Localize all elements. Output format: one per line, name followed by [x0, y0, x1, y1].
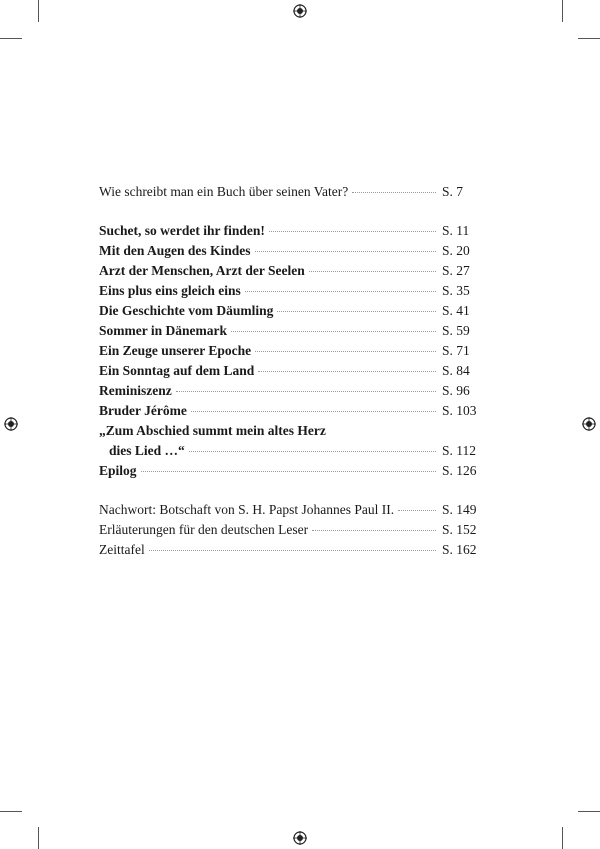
- toc-entry-page: S. 96: [442, 383, 470, 398]
- toc-entry: [99, 540, 475, 560]
- crop-mark: [578, 38, 600, 39]
- toc-entry-page: S. 71: [442, 343, 470, 358]
- crop-mark: [562, 827, 563, 849]
- toc-entry-page: S. 103: [442, 403, 477, 418]
- registration-mark-icon: [293, 831, 307, 845]
- dot-leader: [258, 370, 436, 372]
- dot-leader: [255, 250, 436, 252]
- dot-leader: [309, 270, 436, 272]
- toc-entry-title: Mit den Augen des Kindes: [99, 243, 251, 258]
- toc-entry-page: S. 149: [442, 502, 477, 517]
- crop-mark: [578, 811, 600, 812]
- crop-mark: [38, 0, 39, 22]
- toc-entry-page: S. 41: [442, 303, 470, 318]
- toc-entry: [99, 441, 475, 461]
- dot-leader: [398, 509, 436, 511]
- toc-entry: [99, 520, 475, 540]
- toc-entry-title: Ein Zeuge unserer Epoche: [99, 343, 252, 358]
- dot-leader: [191, 410, 436, 412]
- dot-leader: [189, 450, 436, 452]
- toc-entry-title: Ein Sonntag auf dem Land: [99, 363, 255, 378]
- toc-entry-title: Bruder Jérôme: [99, 403, 187, 418]
- toc-entry-page: S. 84: [442, 363, 470, 378]
- dot-leader: [231, 330, 436, 332]
- toc-entry-intro: [99, 182, 475, 202]
- dot-leader: [277, 310, 436, 312]
- toc-entry: [99, 500, 475, 520]
- toc-entry-title: Suchet, so werdet ihr finden!: [99, 223, 265, 238]
- dot-leader: [269, 230, 436, 232]
- toc-entry-page: S. 59: [442, 323, 470, 338]
- toc-entry-title: Arzt der Menschen, Arzt der Seelen: [99, 263, 305, 278]
- toc-entry: [99, 301, 475, 321]
- dot-leader: [149, 549, 436, 551]
- toc-entry-page: S. 27: [442, 263, 470, 278]
- crop-mark: [0, 811, 22, 812]
- toc-entry: [99, 341, 475, 361]
- table-of-contents: [99, 182, 475, 560]
- toc-entry-title: Wie schreibt man ein Buch über seinen Vater?: [99, 184, 349, 199]
- toc-entry-title: Zeittafel: [99, 542, 145, 557]
- dot-leader: [255, 350, 436, 352]
- crop-mark: [562, 0, 563, 22]
- toc-entry: [99, 261, 475, 281]
- dot-leader: [312, 529, 436, 531]
- dot-leader: [141, 470, 436, 472]
- toc-entry-page: S. 126: [442, 463, 477, 478]
- toc-entry-first-line: [99, 421, 475, 441]
- toc-entry-page: S. 162: [442, 542, 477, 557]
- dot-leader: [245, 290, 436, 292]
- toc-entry: [99, 461, 475, 481]
- toc-entry-page: S. 152: [442, 522, 477, 537]
- toc-entry-title: Epilog: [99, 463, 137, 478]
- crop-mark: [38, 827, 39, 849]
- dot-leader: [352, 191, 436, 193]
- toc-entry-page: S. 112: [442, 443, 477, 458]
- crop-mark: [0, 38, 22, 39]
- toc-entry-title-continued: dies Lied …“: [109, 443, 185, 458]
- toc-entry-page: S. 11: [442, 223, 470, 238]
- toc-entry-title: Sommer in Dänemark: [99, 323, 227, 338]
- toc-entry: [99, 401, 475, 421]
- toc-entry-title: Erläuterungen für den deutschen Leser: [99, 522, 309, 537]
- toc-entry: [99, 361, 475, 381]
- toc-entry: [99, 221, 475, 241]
- toc-entry-title: Nachwort: Botschaft von S. H. Papst Johannes Paul II.: [99, 502, 395, 517]
- toc-entry: [99, 281, 475, 301]
- toc-entry: [99, 321, 475, 341]
- toc-entry-title: „Zum Abschied summt mein altes Herz: [99, 423, 326, 438]
- toc-entry-title: Die Geschichte vom Däumling: [99, 303, 274, 318]
- registration-mark-icon: [4, 417, 18, 431]
- registration-mark-icon: [293, 4, 307, 18]
- toc-entry-title: Reminiszenz: [99, 383, 172, 398]
- toc-entry-page: S. 7: [442, 184, 464, 199]
- toc-entry-title: Eins plus eins gleich eins: [99, 283, 241, 298]
- toc-entry-page: S. 20: [442, 243, 470, 258]
- registration-mark-icon: [582, 417, 596, 431]
- toc-entry: [99, 241, 475, 261]
- toc-entry-page: S. 35: [442, 283, 470, 298]
- toc-entry: [99, 381, 475, 401]
- dot-leader: [176, 390, 436, 392]
